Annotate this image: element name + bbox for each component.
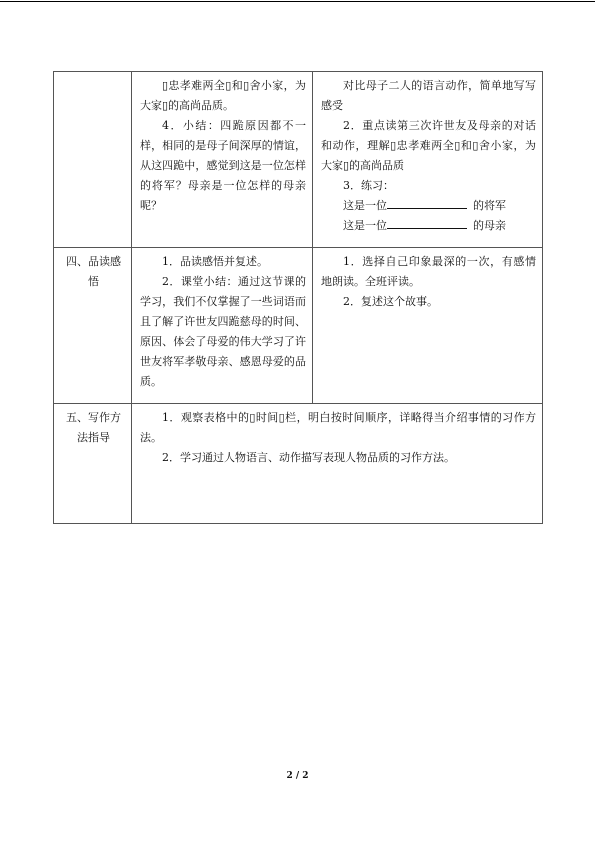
table-row [54, 72, 543, 248]
teacher-activity-cell [132, 248, 313, 404]
header-rule [0, 1, 595, 2]
teacher-text: 1．品读感悟并复述。 [162, 255, 268, 268]
table-row [54, 404, 543, 524]
teacher-text: 4．小结：四跪原因都不一样，相同的是母子间深厚的情谊，从这四跪中，感觉到这是一位怎样的将军？母亲是一位怎样的母亲呢？ [140, 119, 306, 212]
student-text: 2．重点读第三次许世友及母亲的对话和动作，理解▯忠孝难两全▯和▯舍小家，为大家▯的高尚品质 [321, 119, 536, 172]
section-cell: 四、品读感悟 [54, 248, 132, 404]
teacher-activity-cell [132, 72, 313, 248]
student-text: 3．练习： [343, 179, 394, 192]
exercise-suffix: 的将军 [473, 199, 506, 212]
student-text: 对比母子二人的语言动作，简单地写写感受 [321, 79, 536, 112]
answer-blank [387, 216, 467, 229]
teacher-text: ▯忠孝难两全▯和▯舍小家，为大家▯的高尚品质。 [140, 79, 306, 112]
teacher-text: 2．课堂小结：通过这节课的学习，我们不仅掌握了一些词语而且了解了许世友四跪慈母的时间、原因、体会了母爱的伟大学习了许世友将军孝敬母亲、感恩母爱的品质。 [140, 275, 306, 388]
lesson-plan-table [53, 71, 543, 524]
student-text: 1．选择自己印象最深的一次，有感情地朗读。全班评读。 [321, 255, 536, 288]
table-row [54, 248, 543, 404]
student-activity-cell [313, 248, 543, 404]
exercise-suffix: 的母亲 [473, 219, 506, 232]
exercise-prefix: 这是一位 [343, 199, 387, 212]
guidance-text: 1．观察表格中的▯时间▯栏，明白按时间顺序，详略得当介绍事情的习作方法。 [140, 411, 536, 444]
guidance-text: 2．学习通过人物语言、动作描写表现人物品质的习作方法。 [162, 451, 455, 464]
section-cell: 五、写作方法指导 [54, 404, 132, 524]
merged-activity-cell [132, 404, 543, 524]
student-text: 2．复述这个故事。 [343, 295, 438, 308]
exercise-prefix: 这是一位 [343, 219, 387, 232]
page-number: 2 / 2 [286, 771, 309, 781]
section-cell [54, 72, 132, 248]
answer-blank [387, 196, 467, 209]
exercise-line [321, 216, 536, 236]
exercise-line [321, 196, 536, 216]
student-activity-cell [313, 72, 543, 248]
